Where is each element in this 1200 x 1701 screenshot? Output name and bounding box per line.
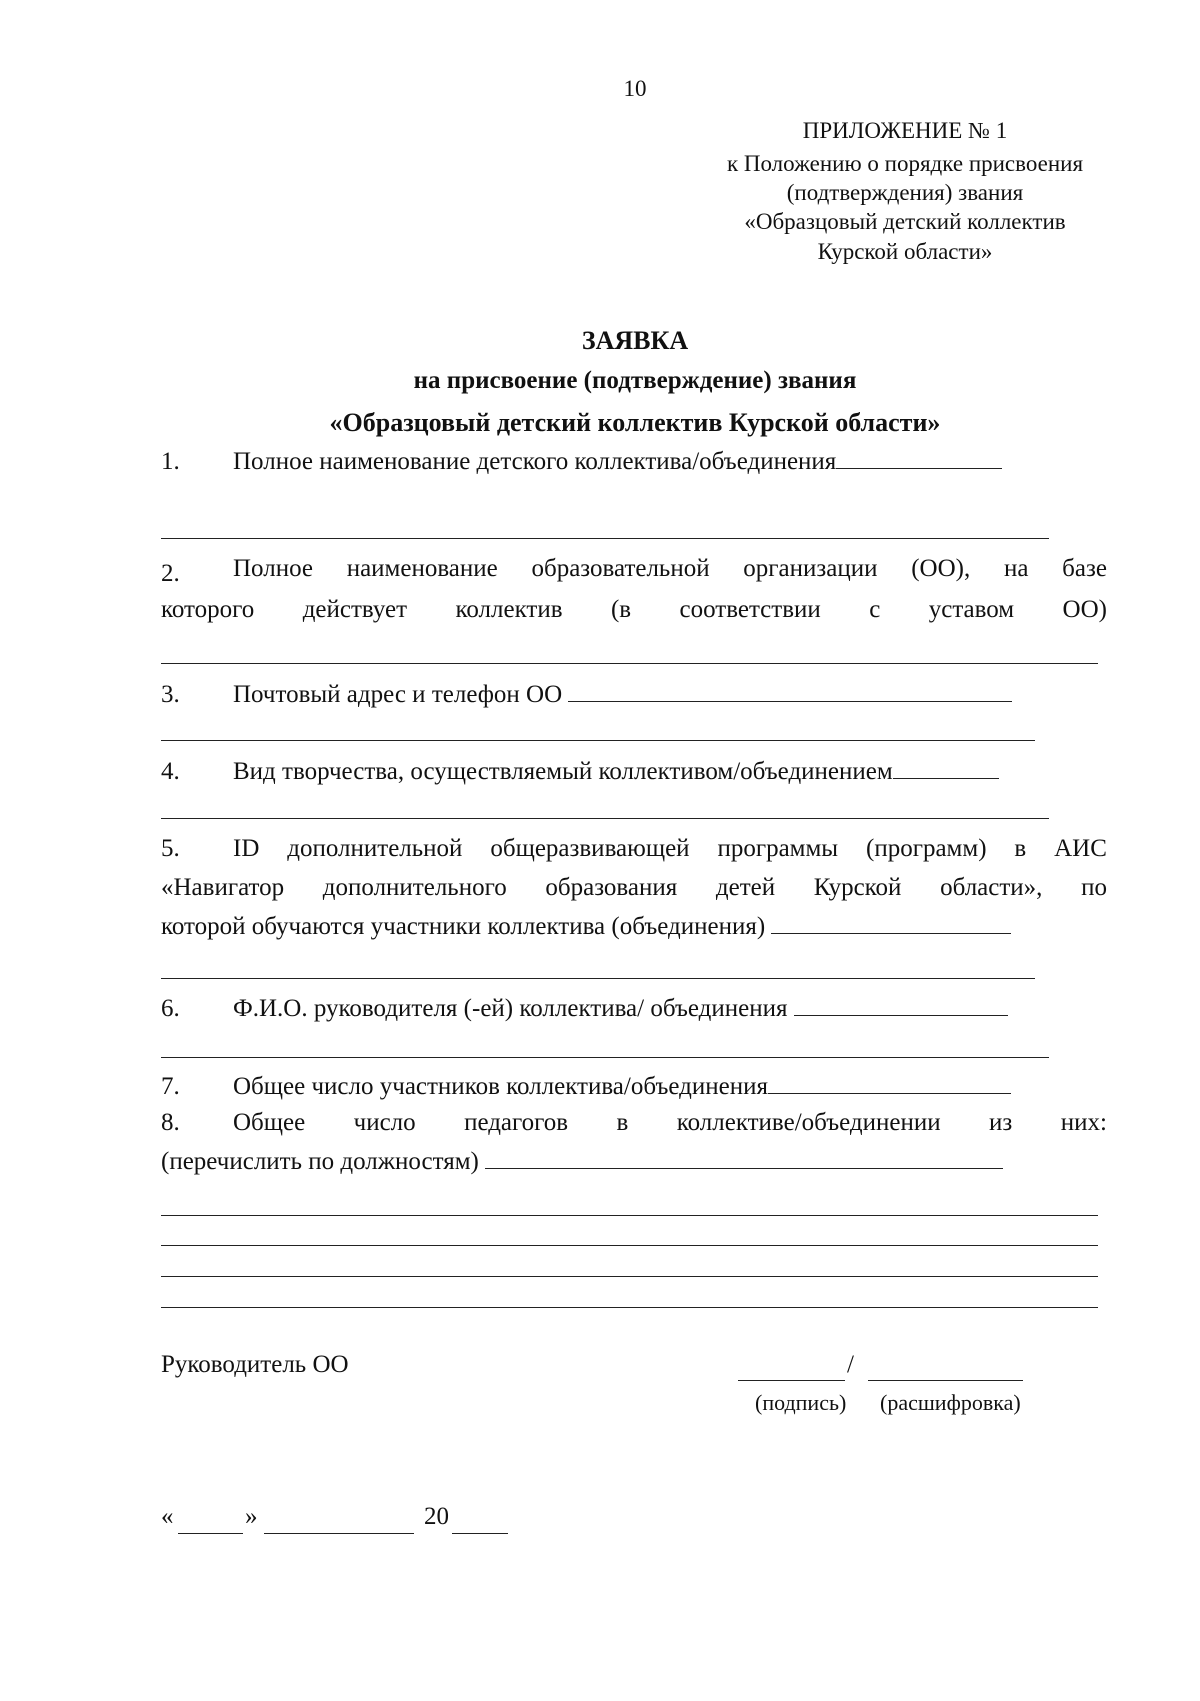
- field-label-organization-line2: которого действует коллектив (в соответствии с уставом ОО): [161, 596, 1107, 623]
- item-number: 7.: [161, 1073, 180, 1100]
- field-label-teachers-count-line1: Общее число педагогов в коллективе/объединении из них:: [233, 1109, 1107, 1136]
- appendix-heading: ПРИЛОЖЕНИЕ № 1: [802, 118, 1008, 143]
- field-label-address-phone: Почтовый адрес и телефон ОО: [233, 681, 1012, 709]
- signature-caption: (подпись): [755, 1390, 847, 1415]
- date-year-prefix: 20: [424, 1503, 449, 1530]
- date-open-quote: «: [161, 1503, 174, 1530]
- appendix-line: Курской области»: [817, 239, 993, 264]
- program-id-field[interactable]: [771, 913, 1011, 934]
- item-number: 6.: [161, 995, 180, 1022]
- item-number: 4.: [161, 758, 180, 785]
- appendix-line: «Образцовый детский коллектив: [744, 209, 1066, 234]
- teachers-list-field[interactable]: [485, 1148, 1003, 1169]
- document-subtitle: «Образцовый детский коллектив Курской области»: [329, 408, 941, 437]
- teachers-list-field-line[interactable]: [161, 1245, 1098, 1246]
- teachers-list-field-line[interactable]: [161, 1276, 1098, 1277]
- signature-slash: /: [847, 1351, 854, 1378]
- field-label-program-id-line3: которой обучаются участники коллектива (объединения): [161, 913, 1011, 941]
- document-title: ЗАЯВКА: [581, 326, 689, 355]
- collective-name-field-line[interactable]: [161, 538, 1049, 539]
- field-label-organization-line1: Полное наименование образовательной организации (ОО), на базе: [233, 555, 1107, 582]
- appendix-line: к Положению о порядке присвоения: [726, 151, 1084, 176]
- field-label-program-id-line1: ID дополнительной общеразвивающей программы (программ) в АИС: [233, 835, 1107, 862]
- creativity-type-field-line[interactable]: [161, 818, 1049, 819]
- field-label-collective-name: Полное наименование детского коллектива/объединения: [233, 448, 1002, 476]
- teachers-list-field-line[interactable]: [161, 1307, 1098, 1308]
- teachers-list-field-line[interactable]: [161, 1215, 1098, 1216]
- creativity-type-field[interactable]: [893, 758, 999, 779]
- item-number: 1.: [161, 448, 180, 475]
- field-label-leader-name: Ф.И.О. руководителя (-ей) коллектива/ объединения: [233, 995, 1008, 1023]
- signature-decode-caption: (расшифровка): [880, 1390, 1021, 1415]
- item-number: 2.: [161, 560, 180, 587]
- date-close-quote: »: [245, 1503, 258, 1530]
- leader-name-field-line[interactable]: [161, 1057, 1049, 1058]
- page-number: 10: [623, 76, 647, 101]
- date-day-field[interactable]: [178, 1533, 243, 1534]
- appendix-line: (подтверждения) звания: [786, 180, 1024, 205]
- item-number: 3.: [161, 681, 180, 708]
- leader-name-field[interactable]: [794, 995, 1008, 1016]
- date-month-field[interactable]: [264, 1533, 414, 1534]
- signature-decode-field[interactable]: [868, 1380, 1023, 1381]
- field-label-participants-count: Общее число участников коллектива/объединения: [233, 1073, 1011, 1101]
- field-label-program-id-line2: «Навигатор дополнительного образования детей Курской области», по: [161, 874, 1107, 901]
- participants-count-field[interactable]: [768, 1073, 1011, 1094]
- date-year-field[interactable]: [452, 1533, 508, 1534]
- signature-field[interactable]: [738, 1380, 845, 1381]
- address-phone-field[interactable]: [568, 681, 1012, 702]
- field-label-teachers-count-line2: (перечислить по должностям): [161, 1148, 1003, 1176]
- document-subtitle: на присвоение (подтверждение) звания: [413, 367, 857, 394]
- organization-name-field-line[interactable]: [161, 663, 1098, 664]
- address-phone-field-line[interactable]: [161, 740, 1035, 741]
- item-number: 5.: [161, 835, 180, 862]
- field-label-creativity-type: Вид творчества, осуществляемый коллективом/объединением: [233, 758, 999, 786]
- item-number: 8.: [161, 1109, 180, 1136]
- program-id-field-line[interactable]: [161, 978, 1035, 979]
- signature-label: Руководитель ОО: [161, 1351, 349, 1378]
- collective-name-field[interactable]: [836, 448, 1002, 469]
